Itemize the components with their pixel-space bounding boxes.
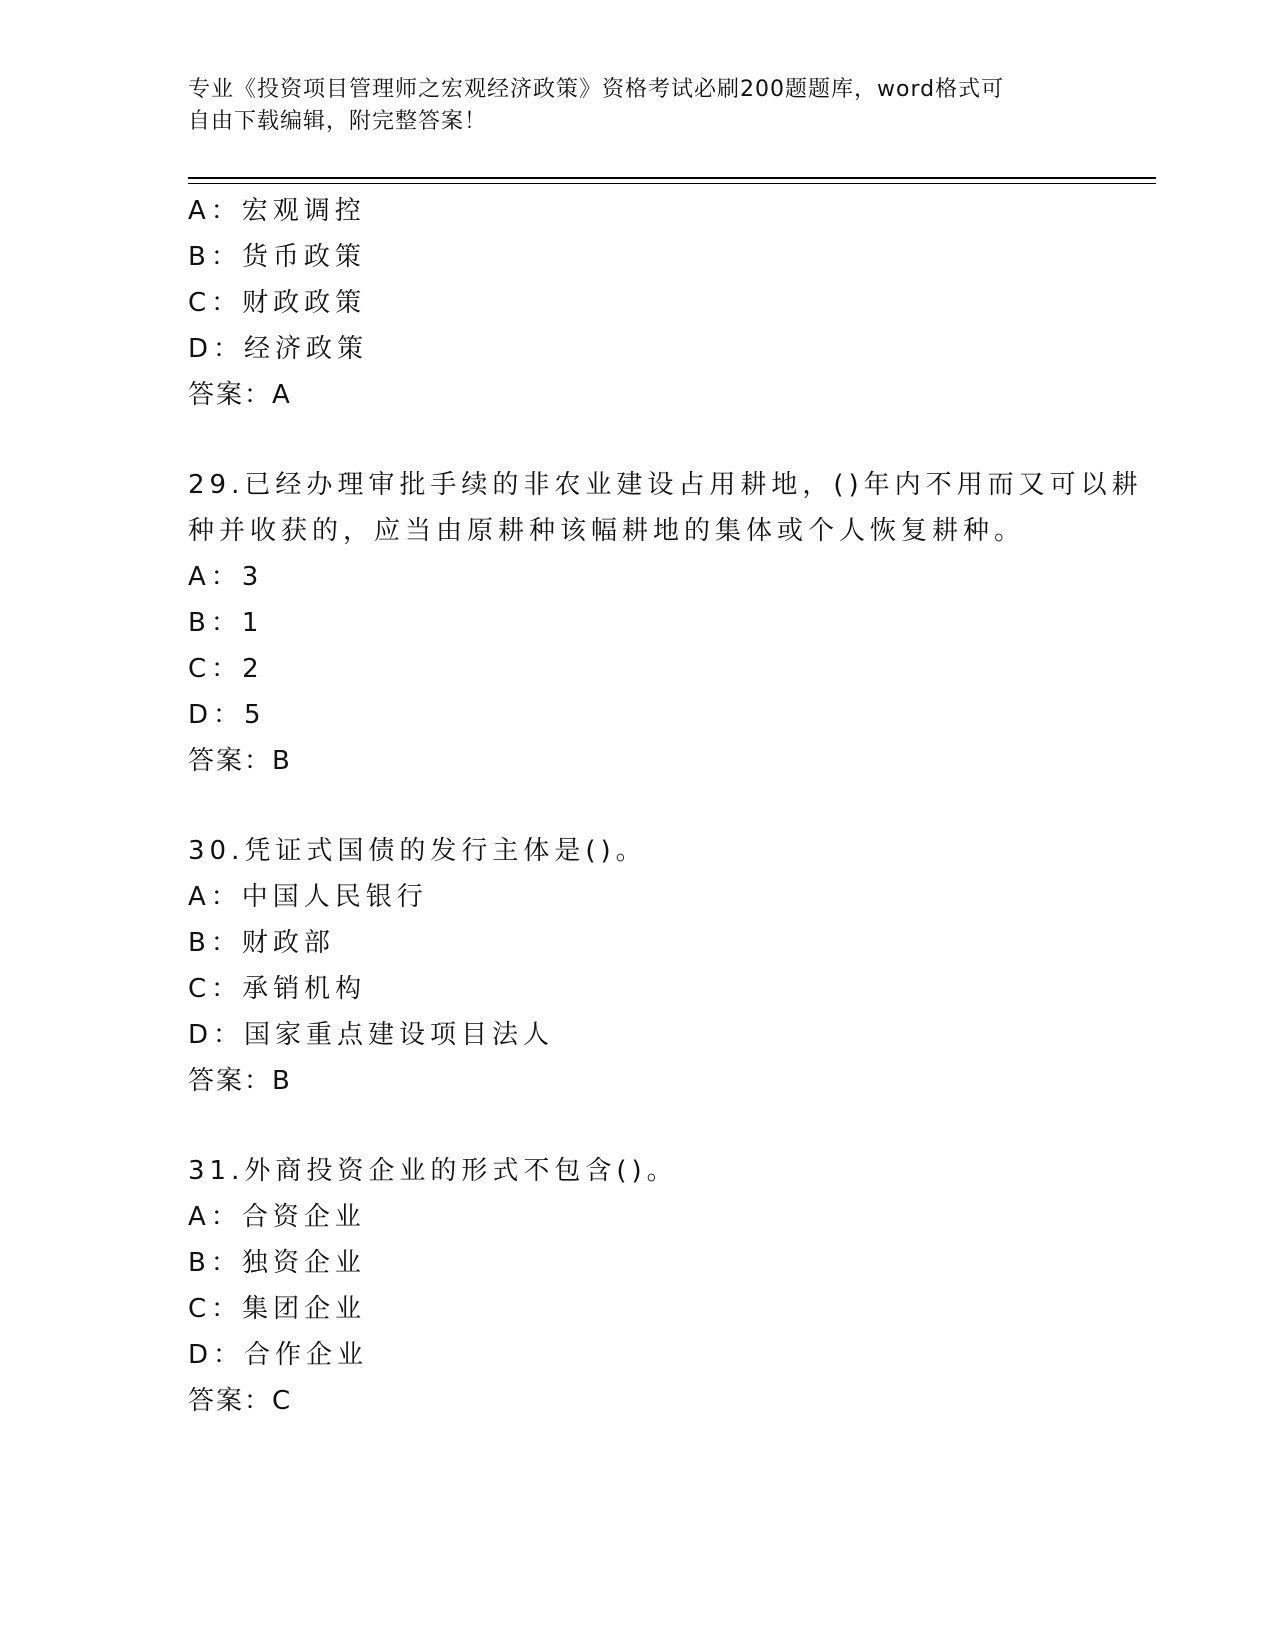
option-d: D：经济政策 bbox=[188, 334, 369, 364]
option-b: B：货币政策 bbox=[188, 242, 366, 272]
header-line-2: 自由下载编辑，附完整答案！ bbox=[188, 109, 488, 134]
option-a: A：合资企业 bbox=[188, 1202, 366, 1232]
option-d: D：5 bbox=[188, 700, 266, 730]
header-divider-thin bbox=[188, 183, 1156, 184]
option-d: D：国家重点建设项目法人 bbox=[188, 1020, 555, 1050]
spacer bbox=[188, 418, 1088, 462]
option-c: C：2 bbox=[188, 654, 264, 684]
answer-label: 答案：A bbox=[188, 380, 292, 410]
question-block-28 bbox=[188, 188, 1088, 418]
option-b: B：财政部 bbox=[188, 928, 335, 958]
spacer bbox=[188, 1104, 1088, 1148]
question-block-31 bbox=[188, 1148, 1088, 1424]
spacer bbox=[188, 784, 1088, 828]
question-title-line-2: 种并收获的，应当由原耕种该幅耕地的集体或个人恢复耕种。 bbox=[188, 516, 1026, 546]
question-title: 31.外商投资企业的形式不包含()。 bbox=[188, 1156, 678, 1186]
question-block-30 bbox=[188, 828, 1088, 1104]
option-b: B：独资企业 bbox=[188, 1248, 366, 1278]
document-header bbox=[188, 74, 1088, 138]
question-block-29 bbox=[188, 462, 1143, 784]
answer-label: 答案：C bbox=[188, 1386, 293, 1416]
question-list bbox=[188, 188, 1143, 1424]
option-c: C：承销机构 bbox=[188, 974, 367, 1004]
header-line-1: 专业《投资项目管理师之宏观经济政策》资格考试必刷200题题库，word格式可 bbox=[188, 77, 1005, 102]
option-a: A：宏观调控 bbox=[188, 196, 366, 226]
option-b: B：1 bbox=[188, 608, 264, 638]
header-divider-thick bbox=[188, 177, 1156, 179]
option-a: A：中国人民银行 bbox=[188, 882, 428, 912]
answer-label: 答案：B bbox=[188, 1066, 292, 1096]
answer-label: 答案：B bbox=[188, 746, 292, 776]
question-title-line-1: 29.已经办理审批手续的非农业建设占用耕地，()年内不用而又可以耕 bbox=[188, 470, 1143, 500]
option-c: C：财政政策 bbox=[188, 288, 367, 318]
option-d: D：合作企业 bbox=[188, 1340, 369, 1370]
option-a: A：3 bbox=[188, 562, 264, 592]
question-title: 30.凭证式国债的发行主体是()。 bbox=[188, 836, 647, 866]
option-c: C：集团企业 bbox=[188, 1294, 367, 1324]
